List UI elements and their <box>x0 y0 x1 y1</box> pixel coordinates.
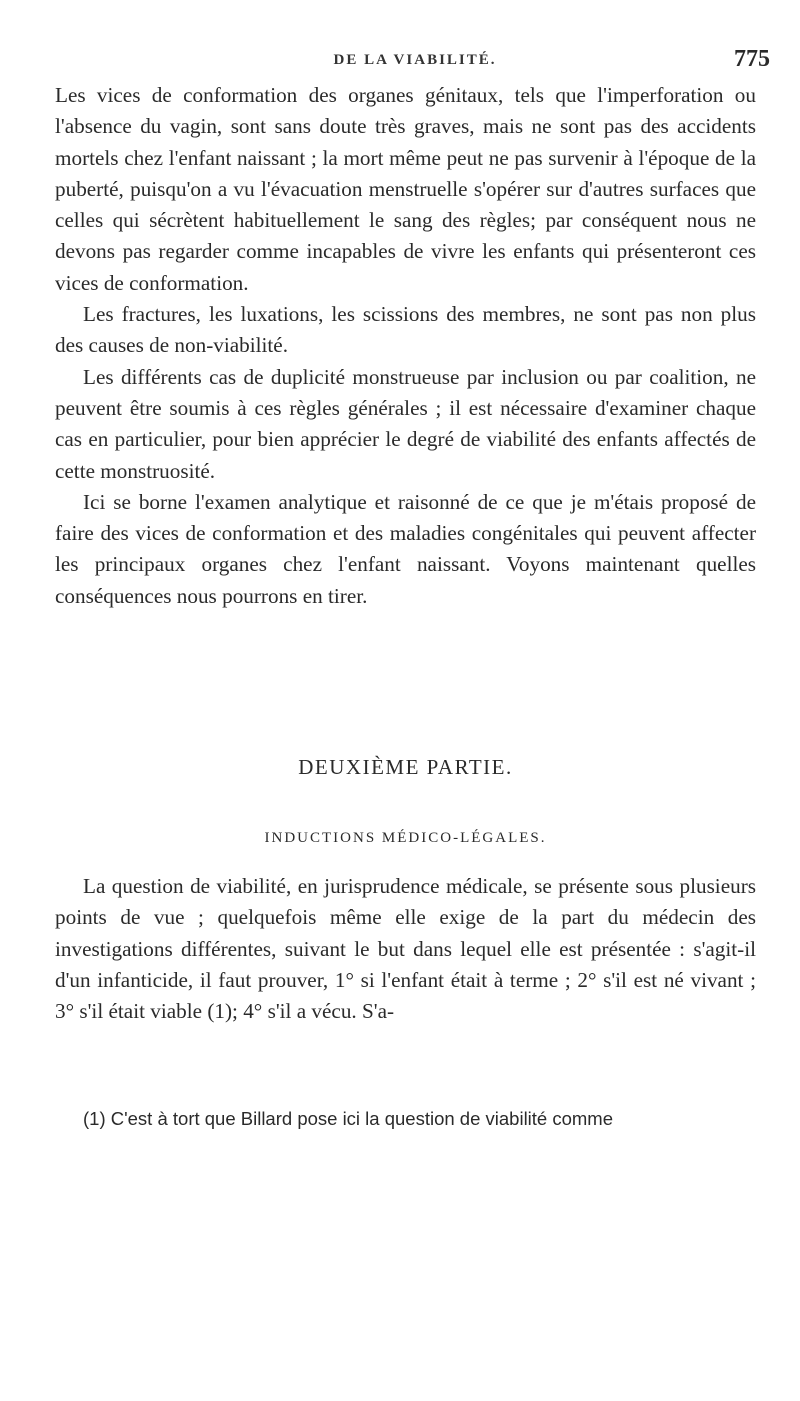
section-subtitle: INDUCTIONS MÉDICO-LÉGALES. <box>264 830 547 846</box>
body-text <box>55 80 756 612</box>
section-title: DEUXIÈME PARTIE. <box>298 755 513 779</box>
paragraph: La question de viabilité, en jurisprudence médicale, se présente sous plusieurs points de vue ; quelquefois même elle exige de la part du médecin des investigations différentes, suivant le but dans lequel elle est présentée : s'agit-il d'un infanticide, il faut prouver, 1° si l'enfant était à terme ; 2° s'il est né vivant ; 3° s'il était viable (1); 4° s'il a vécu. S'a- <box>55 874 756 1024</box>
running-title: DE LA VIABILITÉ. <box>333 52 497 68</box>
paragraph: Ici se borne l'examen analytique et raisonné de ce que je m'étais proposé de faire des vices de conformation et des maladies congénitales qui peuvent affecter les principaux organes chez l'enfant naissant. Voyons maintenant quelles conséquences nous pourrons en tirer. <box>55 489 756 608</box>
running-head <box>60 46 770 76</box>
section-body <box>55 871 756 1027</box>
paragraph: Les différents cas de duplicité monstrueuse par inclusion ou par coalition, ne peuvent être soumis à ces règles générales ; il est nécessaire d'examiner chaque cas en particulier, pour bien apprécier le degré de viabilité des enfants affectés de cette monstruosité. <box>55 364 756 483</box>
page-number: 775 <box>734 46 770 72</box>
footnote: (1) C'est à tort que Billard pose ici la question de viabilité comme <box>83 1108 614 1129</box>
paragraph: Les vices de conformation des organes génitaux, tels que l'imperforation ou l'absence du vagin, sont sans doute très graves, mais ne sont pas des accidents mortels chez l'enfant naissant ; la mort même peut ne pas survenir à l'époque de la puberté, puisqu'on a vu l'évacuation menstruelle s'opérer sur d'autres surfaces que celles qui sécrètent habituellement le sang des règles; par conséquent nous ne devons pas regarder comme incapables de vivre les enfants qui présenteront ces vices de conformation. <box>55 83 756 295</box>
paragraph: Les fractures, les luxations, les scissions des membres, ne sont pas non plus des causes de non-viabilité. <box>55 302 756 358</box>
